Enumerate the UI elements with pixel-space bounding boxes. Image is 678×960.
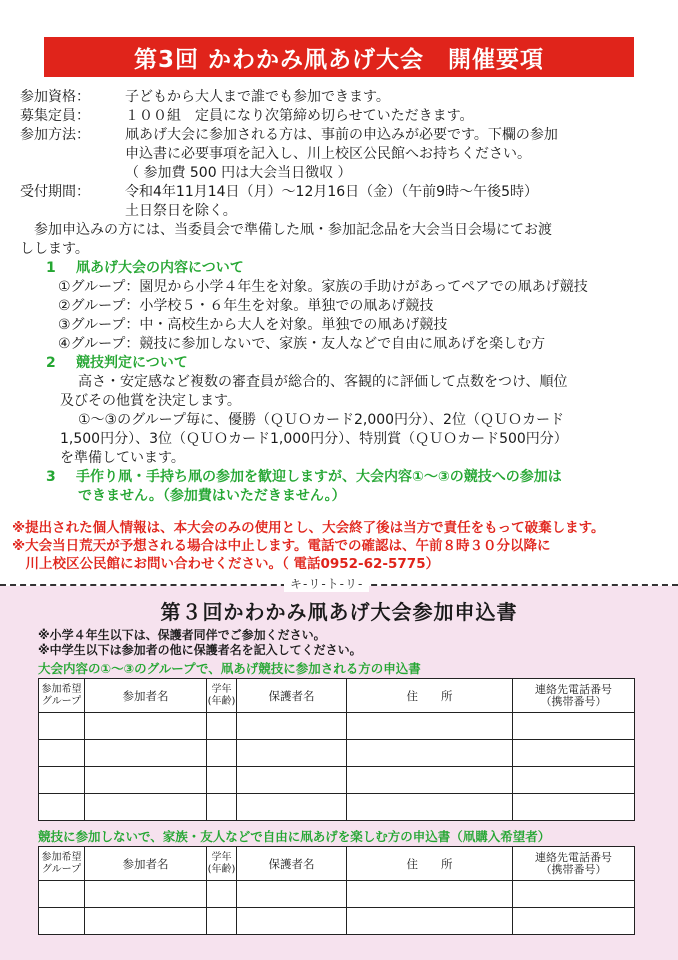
group-item-4: ④グループ：競技に参加しないで、家族・友人などで自由に凧あげを楽しむ方: [58, 336, 546, 352]
gift-text-2: しします。: [20, 241, 89, 257]
page-title: 第3回 かわかみ凧あげ大会 開催要項: [133, 46, 544, 73]
table-row[interactable]: [39, 740, 635, 767]
section1-number: 1: [46, 260, 56, 276]
notice-weather-2: 川上校区公民館にお問い合わせください。（ 電話0952-62-5775）: [12, 556, 440, 572]
cut-label: キ-リ-ト-リ-: [284, 575, 369, 592]
section2-title: 競技判定について: [76, 355, 188, 371]
table2-title: 競技に参加しないで、家族・友人などで自由に凧あげを楽しむ方の申込書（凧購入希望者）: [38, 829, 551, 844]
form-title: 第３回かわかみ凧あげ大会参加申込書: [160, 600, 518, 624]
capacity-label: 募集定員：: [20, 108, 90, 124]
period-text-1: 令和4年11月14日（月）～12月16日（金）（午前9時～午後5時）: [125, 184, 538, 200]
section3-number: 3: [46, 469, 56, 485]
section3-heading: [20, 468, 660, 487]
header-address: 住 所: [347, 679, 513, 713]
table-row[interactable]: [39, 908, 635, 935]
method-label: 参加方法：: [20, 127, 90, 143]
table-row[interactable]: [39, 794, 635, 821]
capacity-row: [20, 107, 660, 126]
table-row[interactable]: [39, 881, 635, 908]
notice-weather-1: ※大会当日荒天が予想される場合は中止します。電話での確認は、午前８時３０分以降に: [12, 538, 551, 554]
section3-text-2: できません。（参加費はいただきません。）: [78, 488, 346, 504]
header-grade: 学年 (年齢): [207, 679, 237, 713]
judging-text-2: 及びその他賞を決定します。: [60, 393, 241, 409]
notice-privacy: ※提出された個人情報は、本大会のみの使用とし、大会終了後は当方で責任をもって破棄します。: [12, 520, 605, 536]
section1-heading: [20, 259, 660, 278]
event-info: [20, 88, 660, 506]
prize-text-2: 1,500円分）、3位（ＱＵＯカード1,000円分）、特別賞（ＱＵＯカード500円分）: [60, 431, 568, 447]
form-note-2: ※中学生以下は参加者の他に保護者名を記入してください。: [38, 643, 362, 657]
prize-text-1: ①～③のグループ毎に、優勝（ＱＵＯカード2,000円分）、2位（ＱＵＯカード: [78, 412, 564, 428]
header-guardian: 保護者名: [237, 847, 347, 881]
method-text-1: 凧あげ大会に参加される方は、事前の申込みが必要です。下欄の参加: [125, 127, 558, 143]
section3-text-1: 手作り凧・手持ち凧の参加を歓迎しますが、大会内容①～③の競技への参加は: [76, 469, 562, 485]
header-grade: 学年 (年齢): [207, 847, 237, 881]
section1-title: 凧あげ大会の内容について: [76, 260, 244, 276]
prize-text-3: を準備しています。: [60, 450, 185, 466]
eligibility-row: [20, 88, 660, 107]
table-header-row: [39, 679, 635, 713]
header-name: 参加者名: [85, 847, 207, 881]
section2-heading: [20, 354, 660, 373]
header-name: 参加者名: [85, 679, 207, 713]
eligibility-text: 子どもから大人まで誰でも参加できます。: [125, 89, 390, 105]
header-phone: 連絡先電話番号 （携帯番号）: [513, 847, 635, 881]
header-address: 住 所: [347, 847, 513, 881]
group-item-2: ②グループ：小学校５・６年生を対象。単独での凧あげ競技: [58, 298, 434, 314]
table-row[interactable]: [39, 713, 635, 740]
judging-text-1: 高さ・安定感など複数の審査員が総合的、客観的に評価して点数をつけ、順位: [78, 374, 568, 390]
gift-text-1: 参加申込みの方には、当委員会で準備した凧・参加記念品を大会当日会場にてお渡: [20, 222, 552, 238]
group-item-3: ③グループ：中・高校生から大人を対象。単独での凧あげ競技: [58, 317, 448, 333]
capacity-text: １００組 定員になり次第締め切らせていただきます。: [125, 108, 474, 124]
header-guardian: 保護者名: [237, 679, 347, 713]
section2-number: 2: [46, 355, 56, 371]
group-item-1: ①グループ：園児から小学４年生を対象。家族の手助けがあってペアでの凧あげ競技: [58, 279, 588, 295]
table-header-row: [39, 847, 635, 881]
method-row: [20, 126, 660, 145]
application-table-1: [38, 678, 635, 821]
form-note-1: ※小学４年生以下は、保護者同伴でご参加ください。: [38, 628, 326, 642]
notices: [12, 519, 662, 573]
eligibility-label: 参加資格：: [20, 89, 90, 105]
method-text-3: （ 参加費 500 円は大会当日徴収 ）: [125, 165, 352, 181]
header-group: 参加希望 グループ: [39, 847, 85, 881]
table1-title: 大会内容の①～③のグループで、凧あげ競技に参加される方の申込書: [38, 661, 421, 676]
page-title-banner: [44, 37, 634, 77]
period-text-2: 土日祭日を除く。: [125, 203, 237, 219]
period-row: [20, 183, 660, 202]
period-label: 受付期間：: [20, 184, 90, 200]
header-phone: 連絡先電話番号 （携帯番号）: [513, 679, 635, 713]
application-table-2: [38, 846, 635, 935]
table-row[interactable]: [39, 767, 635, 794]
method-text-2: 申込書に必要事項を記入し、川上校区公民館へお持ちください。: [125, 146, 531, 162]
form-notes: [38, 628, 362, 658]
header-group: 参加希望 グループ: [39, 679, 85, 713]
